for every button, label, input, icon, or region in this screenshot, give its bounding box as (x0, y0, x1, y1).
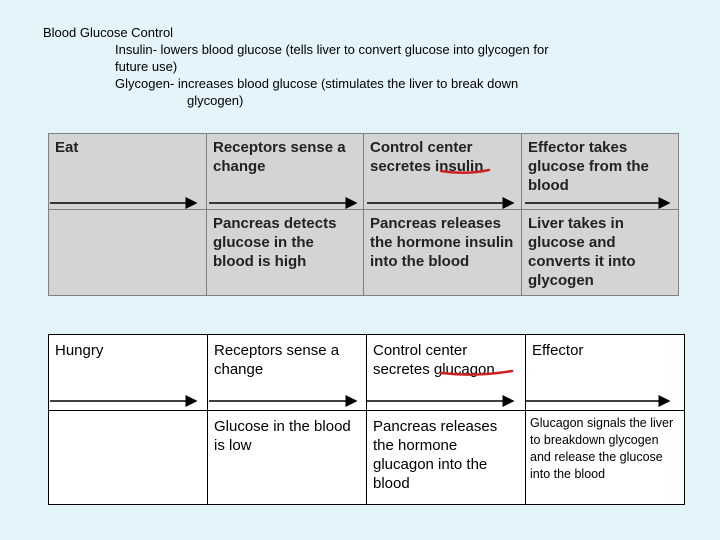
glucagon-pathway-table (48, 334, 685, 505)
table-cell: Control center secretes insulin (364, 134, 522, 210)
table-cell: Control center secretes glucagon (367, 335, 526, 411)
table-cell (49, 411, 208, 505)
table-cell: Receptors sense a change (207, 134, 364, 210)
table-cell: Eat (49, 134, 207, 210)
table-row (49, 335, 685, 411)
insulin-pathway-table (48, 133, 679, 296)
table-cell: Glucagon signals the liver to breakdown glycogen and release the glucose into the blood (526, 411, 685, 505)
table-cell: Receptors sense a change (208, 335, 367, 411)
table-cell: Hungry (49, 335, 208, 411)
table-cell (49, 210, 207, 296)
table-cell: Liver takes in glucose and converts it into glycogen (522, 210, 679, 296)
table-row (49, 134, 679, 210)
table-cell: Effector takes glucose from the blood (522, 134, 679, 210)
header (0, 0, 720, 125)
insulin-definition-line-2: future use) (115, 59, 178, 74)
table-cell: Effector (526, 335, 685, 411)
glycogen-definition-line-1: Glycogen- increases blood glucose (stimulates the liver to break down (115, 76, 519, 91)
table-row (49, 210, 679, 296)
table-cell: Glucose in the blood is low (208, 411, 367, 505)
page-title: Blood Glucose Control (43, 25, 174, 40)
table-row (49, 411, 685, 505)
insulin-definition-line-1: Insulin- lowers blood glucose (tells liver to convert glucose into glycogen for (115, 42, 549, 57)
glycogen-definition-line-2: glycogen) (187, 93, 244, 108)
table-cell: Pancreas releases the hormone insulin into the blood (364, 210, 522, 296)
table-cell: Pancreas detects glucose in the blood is high (207, 210, 364, 296)
table-cell: Pancreas releases the hormone glucagon into the blood (367, 411, 526, 505)
